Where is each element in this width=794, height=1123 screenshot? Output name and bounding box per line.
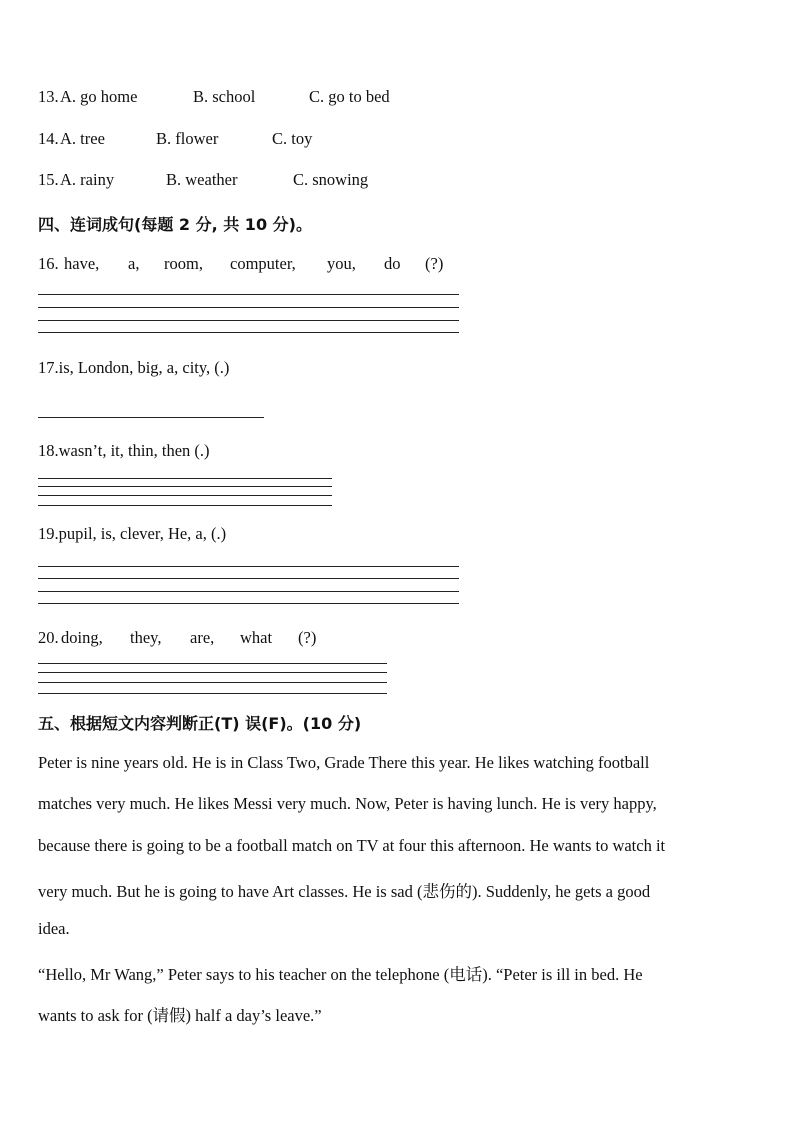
answer-line[interactable] <box>38 566 459 567</box>
word: a, <box>128 254 140 273</box>
option-b: B. weather <box>166 170 238 189</box>
answer-line[interactable] <box>38 693 387 694</box>
answer-line[interactable] <box>38 578 459 579</box>
question-number: 15. <box>38 170 59 189</box>
question-20 <box>38 628 338 648</box>
choice-row-15 <box>38 170 498 190</box>
question-18: 18.wasn’t, it, thin, then (.) <box>38 441 210 460</box>
question-number: 14. <box>38 129 59 148</box>
passage-line: idea. <box>38 919 70 938</box>
word: computer, <box>230 254 296 273</box>
word: (?) <box>298 628 317 647</box>
option-a: A. go home <box>60 87 138 106</box>
word: they, <box>130 628 162 647</box>
answer-line[interactable] <box>38 495 332 496</box>
question-number: 16. <box>38 254 59 273</box>
answer-line[interactable] <box>38 603 459 604</box>
word: what <box>240 628 273 647</box>
passage-line: wants to ask for (请假) half a day’s leave.” <box>38 1006 322 1025</box>
passage-line: Peter is nine years old. He is in Class Two, Grade There this year. He likes watching football <box>38 753 650 772</box>
answer-line[interactable] <box>38 663 387 664</box>
passage-line: “Hello, Mr Wang,” Peter says to his teacher on the telephone (电话). “Peter is ill in bed. He <box>38 965 643 984</box>
option-c: C. toy <box>272 129 313 148</box>
question-19: 19.pupil, is, clever, He, a, (.) <box>38 524 227 543</box>
choice-row-14 <box>38 129 498 149</box>
section-5-heading: 五、根据短文内容判断正(T) 误(F)。(10 分) <box>38 714 362 733</box>
option-c: C. snowing <box>293 170 369 189</box>
section-4-heading: 四、连词成句(每题 2 分, 共 10 分)。 <box>38 215 312 234</box>
answer-line[interactable] <box>38 486 332 487</box>
choice-row-13 <box>38 87 498 107</box>
option-b: B. school <box>193 87 256 106</box>
answer-line[interactable] <box>38 332 459 333</box>
answer-line[interactable] <box>38 478 332 479</box>
option-a: A. tree <box>60 129 105 148</box>
passage-line: very much. But he is going to have Art classes. He is sad (悲伤的). Suddenly, he gets a good <box>38 882 651 901</box>
option-c: C. go to bed <box>309 87 390 106</box>
passage-line: because there is going to be a football match on TV at four this afternoon. He wants to watch it <box>38 836 666 855</box>
word: doing, <box>61 628 103 647</box>
answer-line[interactable] <box>38 505 332 506</box>
word: do <box>384 254 401 273</box>
word: are, <box>190 628 215 647</box>
word: you, <box>327 254 356 273</box>
question-number: 13. <box>38 87 59 106</box>
answer-line[interactable] <box>38 320 459 321</box>
answer-line[interactable] <box>38 682 387 683</box>
option-a: A. rainy <box>60 170 115 189</box>
option-b: B. flower <box>156 129 219 148</box>
answer-line[interactable] <box>38 591 459 592</box>
question-number: 20. <box>38 628 59 647</box>
word: room, <box>164 254 203 273</box>
answer-line[interactable] <box>38 294 459 295</box>
passage-line: matches very much. He likes Messi very much. Now, Peter is having lunch. He is very happy, <box>38 794 657 813</box>
answer-line[interactable] <box>38 307 459 308</box>
answer-line[interactable] <box>38 417 264 418</box>
answer-line[interactable] <box>38 672 387 673</box>
word: have, <box>64 254 100 273</box>
question-17: 17.is, London, big, a, city, (.) <box>38 358 230 377</box>
question-16 <box>38 254 458 274</box>
word: (?) <box>425 254 444 273</box>
